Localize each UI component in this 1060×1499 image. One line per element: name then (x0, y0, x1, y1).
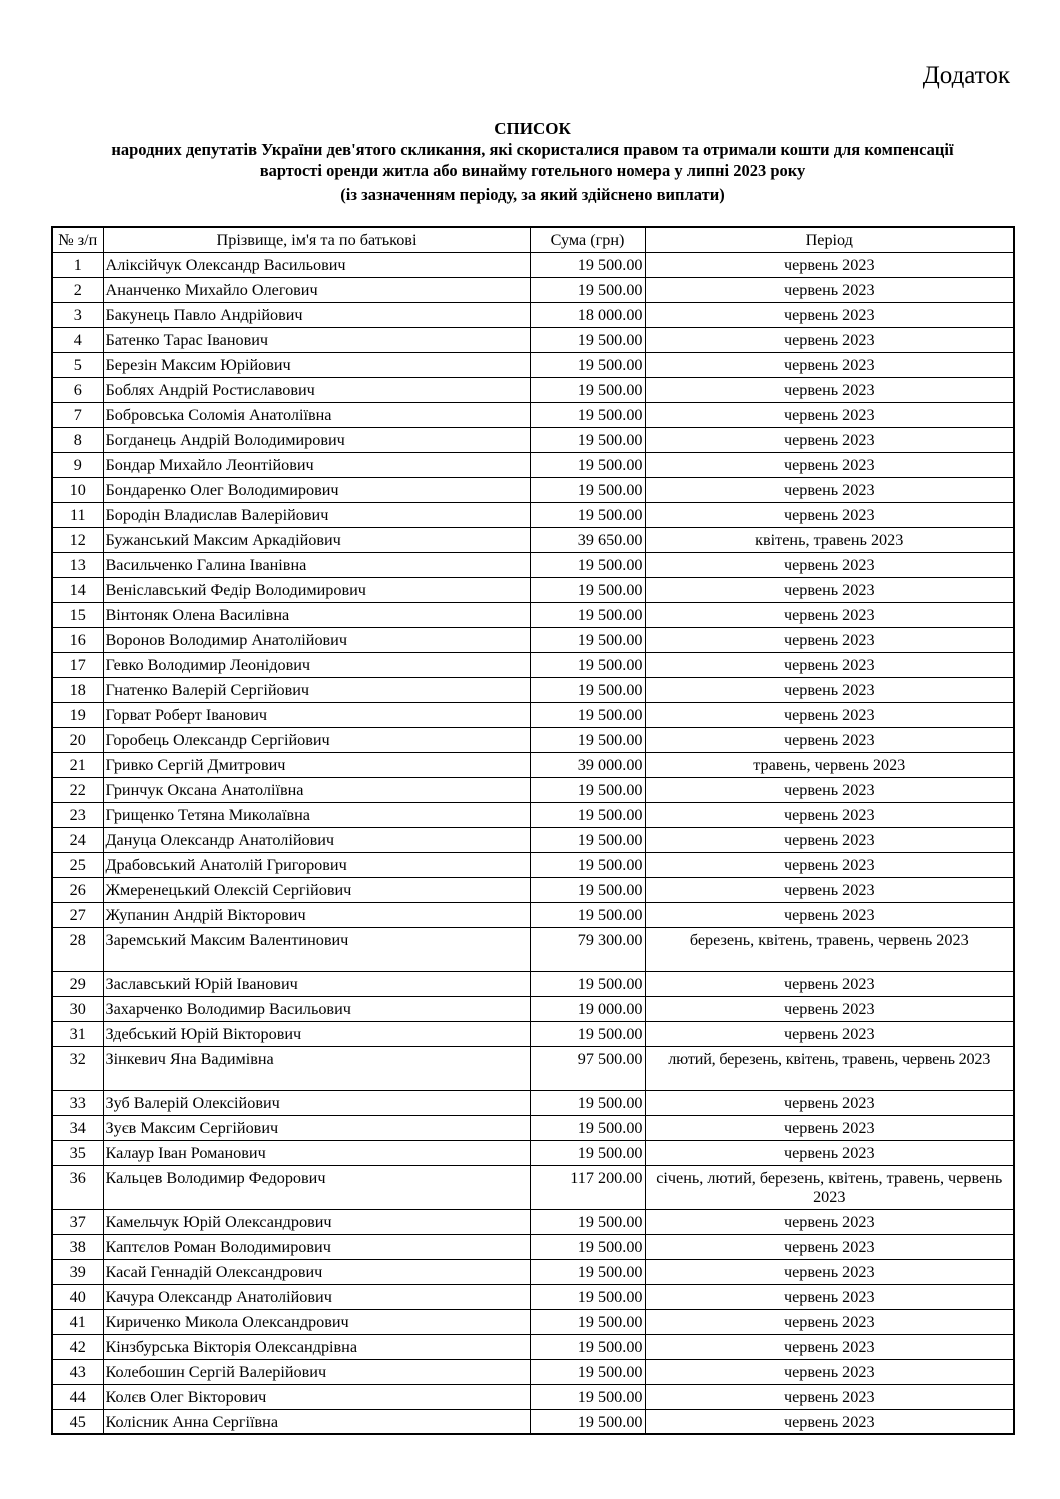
row-number: 25 (52, 852, 103, 877)
row-period: червень 2023 (645, 1234, 1014, 1259)
row-period: червень 2023 (645, 1309, 1014, 1334)
row-name: Зуб Валерій Олексійович (103, 1090, 530, 1115)
row-sum: 19 500.00 (530, 727, 645, 752)
row-period: червень 2023 (645, 1359, 1014, 1384)
table-row (52, 1284, 1014, 1309)
row-number: 14 (52, 577, 103, 602)
row-name: Гнатенко Валерій Сергійович (103, 677, 530, 702)
table-row (52, 1334, 1014, 1359)
row-period: червень 2023 (645, 677, 1014, 702)
row-name: Горобець Олександр Сергійович (103, 727, 530, 752)
row-number: 3 (52, 302, 103, 327)
table-row (52, 1046, 1014, 1090)
row-period: червень 2023 (645, 502, 1014, 527)
table-row (52, 277, 1014, 302)
row-name: Бобровська Соломія Анатоліївна (103, 402, 530, 427)
row-sum: 19 500.00 (530, 677, 645, 702)
row-name: Бакунець Павло Андрійович (103, 302, 530, 327)
table-row (52, 677, 1014, 702)
row-number: 20 (52, 727, 103, 752)
table-header-row (52, 227, 1014, 252)
row-name: Колєв Олег Вікторович (103, 1384, 530, 1409)
row-sum: 19 500.00 (530, 327, 645, 352)
row-period: червень 2023 (645, 802, 1014, 827)
row-period: червень 2023 (645, 302, 1014, 327)
row-period: червень 2023 (645, 652, 1014, 677)
row-period: червень 2023 (645, 352, 1014, 377)
row-name: Касай Геннадій Олександрович (103, 1259, 530, 1284)
row-name: Богданець Андрій Володимирович (103, 427, 530, 452)
row-sum: 19 500.00 (530, 1309, 645, 1334)
table-row (52, 1359, 1014, 1384)
row-name: Гринчук Оксана Анатоліївна (103, 777, 530, 802)
row-sum: 19 500.00 (530, 1115, 645, 1140)
row-period: червень 2023 (645, 1409, 1014, 1434)
row-sum: 19 500.00 (530, 552, 645, 577)
row-number: 16 (52, 627, 103, 652)
row-period: червень 2023 (645, 852, 1014, 877)
row-period: червень 2023 (645, 996, 1014, 1021)
row-name: Захарченко Володимир Васильович (103, 996, 530, 1021)
header-name: Прізвище, ім'я та по батькові (103, 227, 530, 252)
table-row (52, 971, 1014, 996)
row-name: Вінтоняк Олена Василівна (103, 602, 530, 627)
header-sum: Сума (грн) (530, 227, 645, 252)
row-name: Воронов Володимир Анатолійович (103, 627, 530, 652)
row-sum: 19 500.00 (530, 252, 645, 277)
table-row (52, 652, 1014, 677)
row-name: Боблях Андрій Ростиславович (103, 377, 530, 402)
row-name: Кінзбурська Вікторія Олександрівна (103, 1334, 530, 1359)
row-period: червень 2023 (645, 1140, 1014, 1165)
row-period: лютий, березень, квітень, травень, червень 2023 (645, 1046, 1014, 1090)
row-sum: 19 500.00 (530, 602, 645, 627)
table-row (52, 402, 1014, 427)
row-name: Аліксійчук Олександр Васильович (103, 252, 530, 277)
row-name: Батенко Тарас Іванович (103, 327, 530, 352)
row-sum: 19 500.00 (530, 1259, 645, 1284)
table-row (52, 527, 1014, 552)
row-sum: 19 500.00 (530, 877, 645, 902)
row-number: 5 (52, 352, 103, 377)
row-number: 15 (52, 602, 103, 627)
table-row (52, 1234, 1014, 1259)
row-name: Бородін Владислав Валерійович (103, 502, 530, 527)
row-number: 36 (52, 1165, 103, 1209)
table-row (52, 827, 1014, 852)
table-row (52, 1165, 1014, 1209)
row-sum: 117 200.00 (530, 1165, 645, 1209)
table-row (52, 702, 1014, 727)
row-number: 34 (52, 1115, 103, 1140)
row-number: 43 (52, 1359, 103, 1384)
row-period: червень 2023 (645, 1284, 1014, 1309)
row-number: 38 (52, 1234, 103, 1259)
row-period: червень 2023 (645, 1259, 1014, 1284)
row-sum: 19 500.00 (530, 477, 645, 502)
row-name: Зуєв Максим Сергійович (103, 1115, 530, 1140)
row-number: 13 (52, 552, 103, 577)
row-name: Жупанин Андрій Вікторович (103, 902, 530, 927)
table-row (52, 1209, 1014, 1234)
row-number: 41 (52, 1309, 103, 1334)
table-row (52, 1090, 1014, 1115)
row-number: 19 (52, 702, 103, 727)
table-row (52, 752, 1014, 777)
row-sum: 19 500.00 (530, 1209, 645, 1234)
row-number: 45 (52, 1409, 103, 1434)
row-sum: 19 500.00 (530, 1140, 645, 1165)
row-sum: 97 500.00 (530, 1046, 645, 1090)
annex-label: Додаток (922, 62, 1010, 89)
title-line-1: СПИСОК (494, 119, 571, 138)
row-name: Драбовський Анатолій Григорович (103, 852, 530, 877)
row-sum: 19 500.00 (530, 1090, 645, 1115)
row-name: Камельчук Юрій Олександрович (103, 1209, 530, 1234)
header-period: Період (645, 227, 1014, 252)
document-title (60, 118, 1005, 205)
row-name: Бужанський Максим Аркадійович (103, 527, 530, 552)
row-number: 21 (52, 752, 103, 777)
table-row (52, 577, 1014, 602)
row-sum: 39 650.00 (530, 527, 645, 552)
row-period: червень 2023 (645, 727, 1014, 752)
row-number: 29 (52, 971, 103, 996)
row-number: 10 (52, 477, 103, 502)
row-number: 11 (52, 502, 103, 527)
table-row (52, 1409, 1014, 1434)
table-row (52, 352, 1014, 377)
row-sum: 19 500.00 (530, 1234, 645, 1259)
row-sum: 19 500.00 (530, 452, 645, 477)
row-name: Бондар Михайло Леонтійович (103, 452, 530, 477)
table-row (52, 1140, 1014, 1165)
row-period: червень 2023 (645, 552, 1014, 577)
table-row (52, 1021, 1014, 1046)
row-number: 4 (52, 327, 103, 352)
row-number: 17 (52, 652, 103, 677)
row-name: Здебський Юрій Вікторович (103, 1021, 530, 1046)
row-name: Заремський Максим Валентинович (103, 927, 530, 971)
row-period: червень 2023 (645, 402, 1014, 427)
row-period: червень 2023 (645, 877, 1014, 902)
table-row (52, 877, 1014, 902)
row-name: Заславський Юрій Іванович (103, 971, 530, 996)
row-number: 24 (52, 827, 103, 852)
row-period: червень 2023 (645, 827, 1014, 852)
row-period: червень 2023 (645, 477, 1014, 502)
row-name: Гевко Володимир Леонідович (103, 652, 530, 677)
table-row (52, 252, 1014, 277)
row-name: Березін Максим Юрійович (103, 352, 530, 377)
table-row (52, 452, 1014, 477)
row-period: червень 2023 (645, 277, 1014, 302)
table-row (52, 1309, 1014, 1334)
row-sum: 39 000.00 (530, 752, 645, 777)
row-sum: 19 500.00 (530, 277, 645, 302)
table-row (52, 477, 1014, 502)
row-name: Гривко Сергій Дмитрович (103, 752, 530, 777)
row-name: Бондаренко Олег Володимирович (103, 477, 530, 502)
row-period: червень 2023 (645, 1334, 1014, 1359)
table-body (52, 252, 1014, 1434)
row-name: Колебошин Сергій Валерійович (103, 1359, 530, 1384)
title-line-3: вартості оренди житла або винайму готельного номера у липні 2023 року (259, 161, 806, 180)
row-number: 9 (52, 452, 103, 477)
row-number: 2 (52, 277, 103, 302)
row-sum: 19 500.00 (530, 1284, 645, 1309)
row-period: червень 2023 (645, 702, 1014, 727)
table-row (52, 902, 1014, 927)
row-name: Колісник Анна Сергіївна (103, 1409, 530, 1434)
row-number: 6 (52, 377, 103, 402)
row-number: 7 (52, 402, 103, 427)
table-row (52, 777, 1014, 802)
row-number: 42 (52, 1334, 103, 1359)
row-name: Калаур Іван Романович (103, 1140, 530, 1165)
row-sum: 19 500.00 (530, 502, 645, 527)
row-sum: 19 500.00 (530, 802, 645, 827)
row-sum: 19 500.00 (530, 652, 645, 677)
row-period: червень 2023 (645, 777, 1014, 802)
row-sum: 18 000.00 (530, 302, 645, 327)
table-row (52, 802, 1014, 827)
table-row (52, 427, 1014, 452)
row-number: 28 (52, 927, 103, 971)
row-period: травень, червень 2023 (645, 752, 1014, 777)
row-name: Каптєлов Роман Володимирович (103, 1234, 530, 1259)
row-sum: 19 000.00 (530, 996, 645, 1021)
row-sum: 19 500.00 (530, 1384, 645, 1409)
row-number: 40 (52, 1284, 103, 1309)
table-row (52, 377, 1014, 402)
row-number: 23 (52, 802, 103, 827)
row-sum: 19 500.00 (530, 852, 645, 877)
row-number: 12 (52, 527, 103, 552)
row-sum: 19 500.00 (530, 827, 645, 852)
row-period: червень 2023 (645, 427, 1014, 452)
row-number: 18 (52, 677, 103, 702)
table-row (52, 327, 1014, 352)
row-period: червень 2023 (645, 1115, 1014, 1140)
deputies-table (51, 226, 1015, 1435)
table-row (52, 627, 1014, 652)
row-name: Кальцев Володимир Федорович (103, 1165, 530, 1209)
row-period: червень 2023 (645, 252, 1014, 277)
row-sum: 19 500.00 (530, 352, 645, 377)
row-name: Зінкевич Яна Вадимівна (103, 1046, 530, 1090)
row-sum: 19 500.00 (530, 702, 645, 727)
row-sum: 19 500.00 (530, 377, 645, 402)
title-line-4: (із зазначенням періоду, за який здійснено виплати) (340, 185, 725, 204)
row-period: червень 2023 (645, 902, 1014, 927)
row-sum: 19 500.00 (530, 777, 645, 802)
row-number: 37 (52, 1209, 103, 1234)
row-period: червень 2023 (645, 577, 1014, 602)
row-sum: 19 500.00 (530, 402, 645, 427)
row-sum: 19 500.00 (530, 1021, 645, 1046)
row-sum: 19 500.00 (530, 1359, 645, 1384)
row-number: 26 (52, 877, 103, 902)
table-row (52, 996, 1014, 1021)
row-sum: 19 500.00 (530, 902, 645, 927)
row-sum: 19 500.00 (530, 427, 645, 452)
table-row (52, 502, 1014, 527)
row-period: червень 2023 (645, 327, 1014, 352)
row-sum: 19 500.00 (530, 971, 645, 996)
table-row (52, 1384, 1014, 1409)
row-number: 30 (52, 996, 103, 1021)
row-period: квітень, травень 2023 (645, 527, 1014, 552)
row-number: 44 (52, 1384, 103, 1409)
row-name: Качура Олександр Анатолійович (103, 1284, 530, 1309)
row-sum: 19 500.00 (530, 627, 645, 652)
row-number: 39 (52, 1259, 103, 1284)
row-sum: 19 500.00 (530, 1409, 645, 1434)
row-name: Ананченко Михайло Олегович (103, 277, 530, 302)
table-row (52, 1115, 1014, 1140)
row-sum: 19 500.00 (530, 577, 645, 602)
table-row (52, 602, 1014, 627)
row-sum: 79 300.00 (530, 927, 645, 971)
row-number: 22 (52, 777, 103, 802)
row-period: березень, квітень, травень, червень 2023 (645, 927, 1014, 971)
row-name: Кириченко Микола Олександрович (103, 1309, 530, 1334)
row-name: Грищенко Тетяна Миколаївна (103, 802, 530, 827)
row-number: 31 (52, 1021, 103, 1046)
table-row (52, 927, 1014, 971)
row-number: 1 (52, 252, 103, 277)
row-period: червень 2023 (645, 377, 1014, 402)
table-row (52, 852, 1014, 877)
row-name: Горват Роберт Іванович (103, 702, 530, 727)
row-period: червень 2023 (645, 1209, 1014, 1234)
row-number: 33 (52, 1090, 103, 1115)
row-name: Веніславський Федір Володимирович (103, 577, 530, 602)
row-name: Жмеренецький Олексій Сергійович (103, 877, 530, 902)
row-period: січень, лютий, березень, квітень, травень, червень 2023 (645, 1165, 1014, 1209)
row-period: червень 2023 (645, 627, 1014, 652)
row-period: червень 2023 (645, 1090, 1014, 1115)
table-row (52, 552, 1014, 577)
row-period: червень 2023 (645, 452, 1014, 477)
row-period: червень 2023 (645, 971, 1014, 996)
title-line-2: народних депутатів України дев'ятого скликання, які скористалися правом та отримали кошти для компенсації (111, 140, 954, 159)
row-number: 35 (52, 1140, 103, 1165)
row-sum: 19 500.00 (530, 1334, 645, 1359)
row-number: 32 (52, 1046, 103, 1090)
row-name: Васильченко Галина Іванівна (103, 552, 530, 577)
table-row (52, 302, 1014, 327)
row-period: червень 2023 (645, 602, 1014, 627)
row-period: червень 2023 (645, 1021, 1014, 1046)
header-num: № з/п (52, 227, 103, 252)
row-number: 8 (52, 427, 103, 452)
table-row (52, 727, 1014, 752)
row-period: червень 2023 (645, 1384, 1014, 1409)
table-row (52, 1259, 1014, 1284)
row-number: 27 (52, 902, 103, 927)
row-name: Дануца Олександр Анатолійович (103, 827, 530, 852)
